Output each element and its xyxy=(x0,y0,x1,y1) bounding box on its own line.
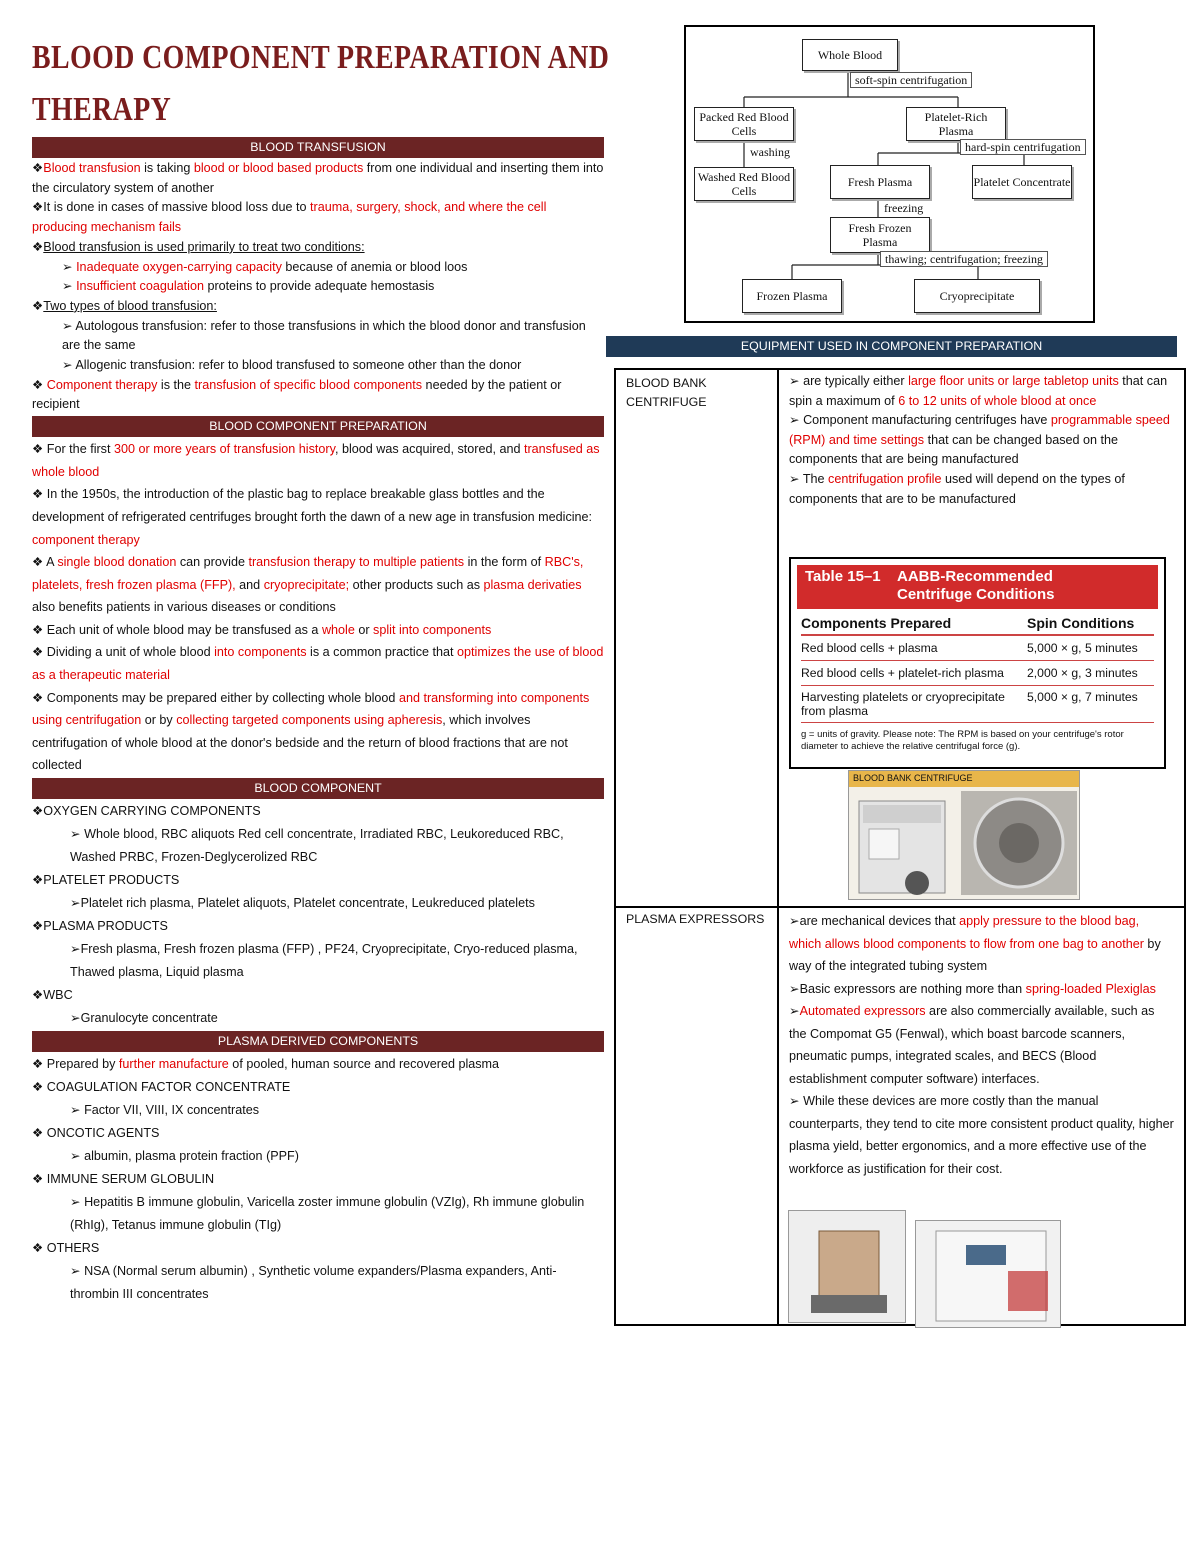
paragraph: ❖Two types of blood transfusion: xyxy=(32,298,217,313)
automated-expressor-photo xyxy=(915,1220,1061,1328)
section-header-transfusion: BLOOD TRANSFUSION xyxy=(32,137,604,158)
paragraph: ❖ Each unit of whole blood may be transfused as a whole or split into components xyxy=(32,622,492,637)
automated-expressor-illustration xyxy=(916,1221,1061,1328)
node-platelet-concentrate: Platelet Concentrate xyxy=(972,165,1072,199)
table-title: Table 15–1 AABB-Recommended Centrifuge Conditions xyxy=(797,565,1158,609)
paragraph: ❖ Dividing a unit of whole blood into components is a common practice that optimizes the use of blood as a therapeutic material xyxy=(32,645,604,683)
table-row: Red blood cells + platelet-rich plasma 2,000 × g, 3 minutes xyxy=(801,661,1154,686)
node-frozen-plasma: Frozen Plasma xyxy=(742,279,842,313)
paragraph: ➢ Component manufacturing centrifuges have programmable speed (RPM) and time settings that can be changed based on the components that are being manufactured xyxy=(789,413,1170,467)
list-item: ➢Fresh plasma, Fresh frozen plasma (FFP) , PF24, Cryoprecipitate, Cryo-reduced plasma, Thawed plasma, Liquid plasma xyxy=(70,942,578,980)
category-heading: ❖PLASMA PRODUCTS xyxy=(32,919,168,934)
label-soft-spin: soft-spin centrifugation xyxy=(850,72,972,88)
manual-expressor-illustration xyxy=(789,1211,906,1323)
paragraph: ❖ Component therapy is the transfusion of specific blood components needed by the patient or recipient xyxy=(32,377,562,412)
paragraph: ❖It is done in cases of massive blood loss due to trauma, surgery, shock, and where the cell producing mechanism fails xyxy=(32,200,547,235)
list-item: ➢ albumin, plasma protein fraction (PPF) xyxy=(70,1149,299,1164)
paragraph: ❖ In the 1950s, the introduction of the plastic bag to replace breakable glass bottles and the development of refrigerated centrifuges brought forth the dawn of a new age in transfusion medicine: component therapy xyxy=(32,487,593,547)
list-item: ➢ Allogenic transfusion: refer to blood transfused to someone other than the donor xyxy=(62,358,522,373)
list-item: ➢ NSA (Normal serum albumin) , Synthetic volume expanders/Plasma expanders, Anti-thrombin III concentrates xyxy=(70,1264,557,1302)
manual-expressor-photo xyxy=(788,1210,906,1323)
centrifuge-illustration xyxy=(849,787,1080,900)
category-heading: ❖ ONCOTIC AGENTS xyxy=(32,1126,160,1141)
paragraph: ❖ A single blood donation can provide transfusion therapy to multiple patients in the form of RBC's, platelets, fresh frozen plasma (FFP), and cryoprecipitate; other products such as plasma derivaties also benefits patients in various diseases or conditions xyxy=(32,555,584,615)
photo-caption: BLOOD BANK CENTRIFUGE xyxy=(849,771,1079,787)
section-header-plasma-derived: PLASMA DERIVED COMPONENTS xyxy=(32,1031,604,1052)
left-column xyxy=(32,32,610,1306)
label-washing: washing xyxy=(746,145,794,159)
node-packed-red-cells: Packed Red Blood Cells xyxy=(694,107,794,141)
node-platelet-rich-plasma: Platelet-Rich Plasma xyxy=(906,107,1006,141)
paragraph: ❖ For the first 300 or more years of transfusion history, blood was acquired, stored, and transfused as whole blood xyxy=(32,442,600,479)
paragraph: ➢Automated expressors are also commercially available, such as the Compomat G5 (Fenwal), which boast barcode scanners, pneumatic pumps, integrated scales, and BECS (Blood establishment computer software) interfaces. xyxy=(789,1004,1155,1086)
label-thawing: thawing; centrifugation; freezing xyxy=(880,251,1048,267)
paragraph: ➢ The centrifugation profile used will depend on the types of components that are to be manufactured xyxy=(789,471,1125,506)
table-header-row xyxy=(801,609,1154,636)
equipment-label-centrifuge: BLOOD BANK CENTRIFUGE xyxy=(616,370,779,906)
list-item: ➢ Whole blood, RBC aliquots Red cell concentrate, Irradiated RBC, Leukoreduced RBC, Washed PRBC, Frozen-Deglycerolized RBC xyxy=(70,827,564,865)
paragraph: ❖Blood transfusion is taking blood or blood based products from one individual and inserting them into the circulatory system of another xyxy=(32,161,604,195)
page-title-line2: THERAPY xyxy=(32,91,172,128)
centrifuge-photo xyxy=(848,770,1080,900)
category-heading: ❖ OTHERS xyxy=(32,1241,100,1256)
list-item: ➢ Autologous transfusion: refer to those transfusions in which the blood donor and transfusion are the same xyxy=(62,318,586,353)
category-heading: ❖ COAGULATION FACTOR CONCENTRATE xyxy=(32,1080,291,1095)
section-header-equipment: EQUIPMENT USED IN COMPONENT PREPARATION xyxy=(606,336,1177,357)
paragraph: ➢are mechanical devices that apply pressure to the blood bag, which allows blood components to flow from one bag to another by way of the integrated tubing system xyxy=(789,914,1161,973)
paragraph: ➢ are typically either large floor units or large tabletop units that can spin a maximum of 6 to 12 units of whole blood at once xyxy=(789,374,1168,408)
paragraph: ❖ Components may be prepared either by collecting whole blood and transforming into components using centrifugation or by collecting targeted components using apheresis, which involves centrifugation of whole blood at the donor's bedside and the return of blood fractions that are not collected xyxy=(32,690,590,773)
centrifuge-conditions-table xyxy=(789,557,1166,769)
category-heading: ❖WBC xyxy=(32,988,73,1003)
section-header-preparation: BLOOD COMPONENT PREPARATION xyxy=(32,416,604,437)
col-header-spin: Spin Conditions xyxy=(1027,615,1135,631)
section-header-component: BLOOD COMPONENT xyxy=(32,778,604,799)
list-item: ➢ Insufficient coagulation proteins to provide adequate hemostasis xyxy=(62,279,435,294)
component-flowchart xyxy=(684,25,1095,323)
table-row: Harvesting platelets or cryoprecipitate from plasma 5,000 × g, 7 minutes xyxy=(801,686,1154,723)
col-header-components: Components Prepared xyxy=(801,615,952,631)
paragraph: ➢Basic expressors are nothing more than spring-loaded Plexiglas xyxy=(789,981,1156,996)
table-row: Red blood cells + plasma 5,000 × g, 5 minutes xyxy=(801,636,1154,661)
category-heading: ❖ IMMUNE SERUM GLOBULIN xyxy=(32,1172,215,1187)
category-heading: ❖OXYGEN CARRYING COMPONENTS xyxy=(32,804,261,819)
label-freezing: freezing xyxy=(880,201,927,215)
list-item: ➢ Hepatitis B immune globulin, Varicella zoster immune globulin (VZIg), Rh immune globulin (RhIg), Tetanus immune globulin (TIg) xyxy=(70,1195,585,1233)
node-fresh-frozen-plasma: Fresh Frozen Plasma xyxy=(830,217,930,253)
list-item: ➢ Inadequate oxygen-carrying capacity because of anemia or blood loos xyxy=(62,259,468,274)
node-whole-blood: Whole Blood xyxy=(802,39,898,71)
paragraph: ➢ While these devices are more costly than the manual counterparts, they tend to cite more consistent product quality, higher plasma yield, better ergonomics, and a more effective use of the workforce as justification for their cost. xyxy=(789,1094,1174,1176)
node-cryoprecipitate: Cryoprecipitate xyxy=(914,279,1040,313)
paragraph: ❖Blood transfusion is used primarily to treat two conditions: xyxy=(32,239,365,254)
paragraph: ❖ Prepared by further manufacture of pooled, human source and recovered plasma xyxy=(32,1057,500,1072)
node-washed-red-cells: Washed Red Blood Cells xyxy=(694,167,794,201)
equipment-label-expressor: PLASMA EXPRESSORS xyxy=(616,906,779,1324)
table-footnote: g = units of gravity. Please note: The RPM is based on your centrifuge's rotor diameter to achieve the relative centrifugal force (g). xyxy=(801,729,1124,752)
list-item: ➢ Factor VII, VIII, IX concentrates xyxy=(70,1103,260,1118)
node-fresh-plasma: Fresh Plasma xyxy=(830,165,930,199)
list-item: ➢Granulocyte concentrate xyxy=(70,1011,218,1026)
list-item: ➢Platelet rich plasma, Platelet aliquots, Platelet concentrate, Leukreduced platelets xyxy=(70,896,535,911)
label-hard-spin: hard-spin centrifugation xyxy=(960,139,1086,155)
page-title: BLOOD COMPONENT PREPARATION AND xyxy=(32,39,610,76)
category-heading: ❖PLATELET PRODUCTS xyxy=(32,873,180,888)
